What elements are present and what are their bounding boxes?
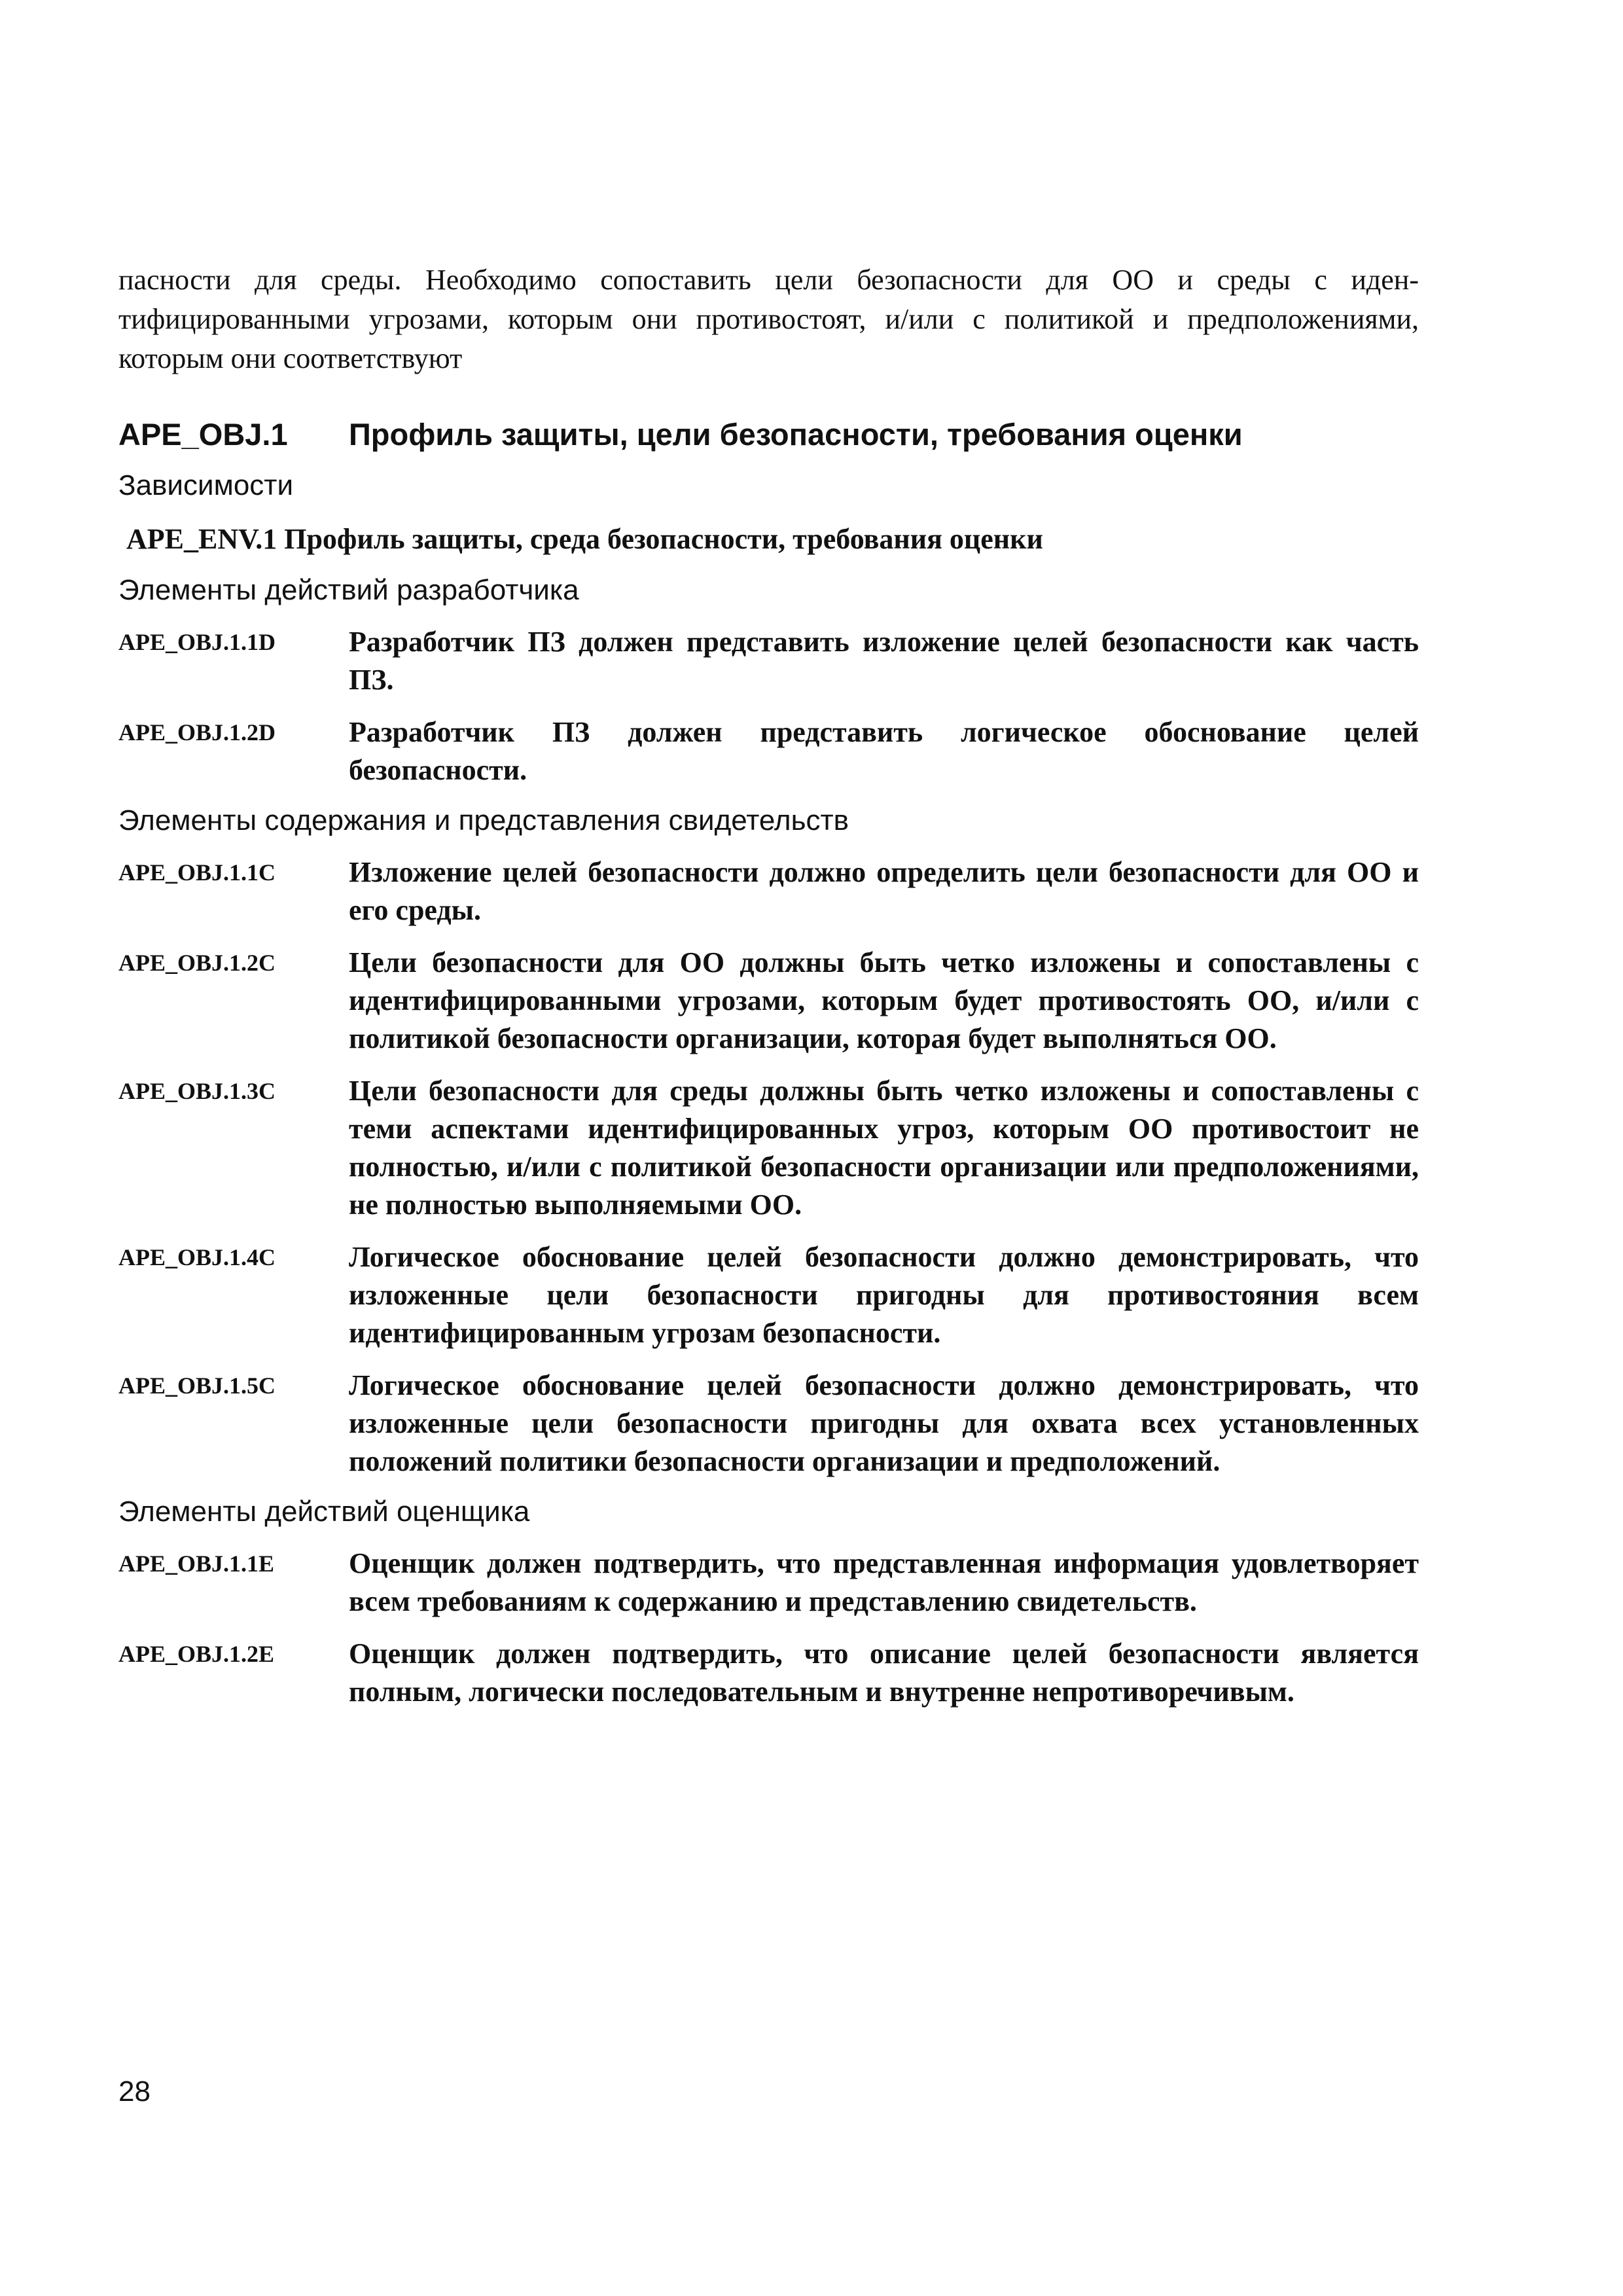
- element-text: Разработчик ПЗ должен представить логическое обоснование целей безопасности.: [349, 716, 1419, 786]
- element-id: APE_OBJ.1.5C: [118, 1372, 276, 1399]
- page-content: [118, 260, 1419, 1711]
- element-text: Изложение целей безопасности должно определить цели безопасности для ОО и его среды.: [349, 856, 1419, 926]
- element-id: APE_OBJ.1.3C: [118, 1078, 276, 1104]
- element-text: Цели безопасности для ОО должны быть четко изложены и сопоставлены с идентифицированными угрозами, которым будет противостоять ОО, и/или с политикой безопасности организации, которая будет выполняться ОО.: [349, 946, 1419, 1054]
- element-id: APE_OBJ.1.2E: [118, 1641, 275, 1667]
- element-id: APE_OBJ.1.1C: [118, 859, 276, 886]
- element-text: Разработчик ПЗ должен представить изложение целей безопасности как часть ПЗ.: [349, 626, 1419, 696]
- page-number: 28: [118, 2075, 151, 2108]
- dependency-item: APE_ENV.1 Профиль защиты, среда безопасности, требования оценки: [126, 523, 1043, 555]
- component-code: APE_OBJ.1: [118, 417, 288, 452]
- element-id: APE_OBJ.1.4C: [118, 1244, 276, 1270]
- component-title: Профиль защиты, цели безопасности, требования оценки: [349, 417, 1243, 452]
- intro-paragraph: пасности для среды. Необходимо сопоставить цели безопасности для ОО и среды с идентифицированными угрозами, которым они противостоят, и/или с политикой и предположениями, которым они соответствуют: [118, 264, 1419, 374]
- requirement-element: [118, 944, 1419, 1058]
- requirement-element: [118, 1545, 1419, 1621]
- requirement-element: [118, 1635, 1419, 1711]
- developer-actions-label: Элементы действий разработчика: [118, 574, 579, 606]
- element-text: Оценщик должен подтвердить, что описание целей безопасности является полным, логически последовательным и внутренне непротиворечивым.: [349, 1638, 1419, 1708]
- component-heading: [118, 415, 1419, 454]
- requirement-element: [118, 1367, 1419, 1480]
- evaluator-actions-label: Элементы действий оценщика: [118, 1496, 530, 1528]
- element-id: APE_OBJ.1.2D: [118, 719, 276, 745]
- requirement-element: [118, 1072, 1419, 1224]
- element-id: APE_OBJ.1.1E: [118, 1551, 275, 1577]
- requirement-element: [118, 623, 1419, 699]
- element-text: Цели безопасности для среды должны быть четко изложены и сопоставлены с теми аспектами идентифицированных угроз, которым ОО противостоит не полностью, и/или с политикой безопасности организации или предположениями, не полностью выполняемыми ОО.: [349, 1075, 1419, 1221]
- element-id: APE_OBJ.1.2C: [118, 950, 276, 976]
- element-text: Логическое обоснование целей безопасности должно демонстрировать, что изложенные цели безопасности пригодны для охвата всех установленных положений политики безопасности организации и предположений.: [349, 1369, 1419, 1477]
- requirement-element: [118, 853, 1419, 929]
- element-id: APE_OBJ.1.1D: [118, 629, 276, 655]
- element-text: Логическое обоснование целей безопасности должно демонстрировать, что изложенные цели безопасности пригодны для противостояния всем идентифицированным угрозам безопасности.: [349, 1241, 1419, 1349]
- requirement-element: [118, 1238, 1419, 1352]
- element-text: Оценщик должен подтвердить, что представленная информация удовлетворяет всем требованиям к содержанию и представлению свидетельств.: [349, 1547, 1419, 1617]
- requirement-element: [118, 713, 1419, 789]
- dependencies-label: Зависимости: [118, 469, 294, 501]
- content-elements-label: Элементы содержания и представления свидетельств: [118, 804, 849, 836]
